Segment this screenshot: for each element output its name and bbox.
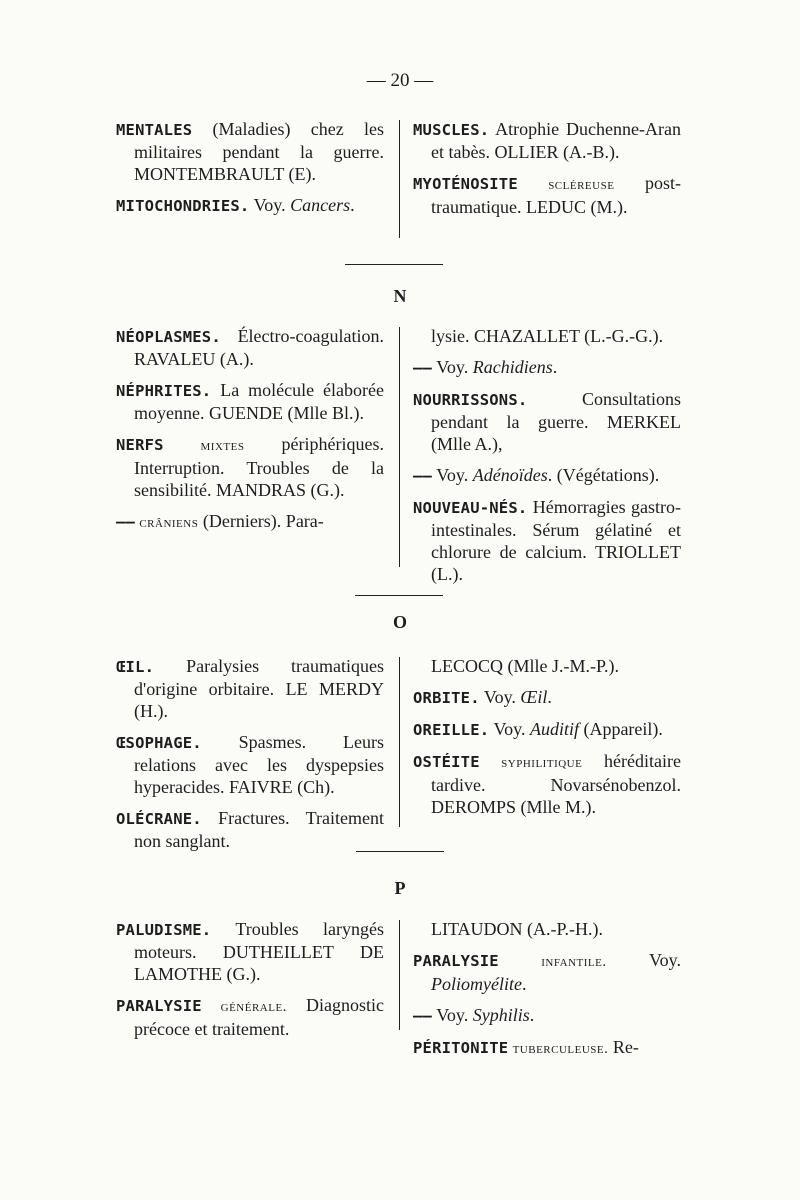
entry-text: périphériques. Interruption. Troubles de la sensibilité. MANDRAS (G.). [134,434,384,500]
entry-heading: OLÉCRANE. [116,810,202,828]
index-entry [116,731,384,798]
entry-heading: NOUVEAU-NÉS. [413,499,528,517]
entry-heading: NOURRISSONS. [413,391,528,409]
entry-text: Atrophie Duchenne-Aran et tabès. OLLIER (A.-B.). [431,119,681,162]
entry-heading: PARALYSIE [413,952,499,970]
entry-text: (Derniers). Para- [198,511,324,531]
column-divider [399,327,400,567]
column-right [401,118,681,227]
entry-text: Paralysies traumatiques d'origine orbitaire. LE MERDY (H.). [134,656,384,721]
entry-text: Fractures. Traitement non sanglant. [134,808,384,851]
entry-qualifier: mixtes [163,438,245,454]
entry-heading: NÉPHRITES. [116,382,212,400]
entry-heading: OREILLE. [413,721,490,739]
index-entry [413,118,681,163]
entry-heading: —— [413,1007,433,1025]
column-left [116,118,396,227]
entry-text: Électro-coagulation. RAVALEU (A.). [134,326,384,369]
entry-heading: —— [413,359,433,377]
entry-heading: MUSCLES. [413,121,490,139]
entry-text: Voy. [489,719,530,739]
section-letter-p: P [394,878,406,898]
column-divider [399,920,400,1030]
index-entry [413,172,681,218]
entry-tail: . [521,974,527,994]
entry-text: post-traumatique. LEDUC (M.). [431,173,681,217]
index-entry [116,510,384,534]
entry-heading: ORBITE. [413,689,480,707]
entry-heading: ŒIL. [116,658,155,676]
section-rule [356,851,444,852]
entry-text: héréditaire tardive. Novarsénobenzol. DEROMPS (Mlle M.). [431,751,681,817]
entry-heading: NÉOPLASMES. [116,328,221,346]
entry-cross-reference: Œil [520,687,548,707]
entry-text: Voy. [479,687,521,707]
entry-cross-reference: Cancers [290,195,351,215]
entry-text: Diagnostic précoce et traitement. [134,995,384,1039]
index-entry [413,918,681,940]
entry-text: Re- [608,1037,639,1057]
entry-qualifier: tuberculeuse. [508,1041,609,1057]
index-entry [116,994,384,1040]
index-entry [116,379,384,424]
entry-heading: ŒSOPHAGE. [116,734,202,752]
entry-cross-reference: Poliomyélite [431,974,522,994]
entry-text: Voy. [432,1005,473,1025]
entry-text: Troubles laryngés moteurs. DUTHEILLET DE LAMOTHE (G.). [134,919,384,984]
entry-text: La molécule élaborée moyenne. GUENDE (Mlle Bl.). [134,380,384,423]
index-entry [413,356,681,379]
entry-heading: MITOCHONDRIES. [116,197,250,215]
entry-qualifier: syphilitique [479,755,583,771]
entry-tail: . [350,195,355,215]
index-entry [413,496,681,585]
entry-heading: —— [413,467,433,485]
entry-tail: . [552,357,558,377]
entry-text: Spasmes. Leurs relations avec les dyspepsies hyperacides. FAIVRE (Ch). [134,732,384,797]
column-left [116,655,396,861]
entry-heading: PARALYSIE [116,997,202,1015]
index-entry [116,118,384,185]
entry-cross-reference: Auditif [529,719,579,739]
entry-heading: MYOTÉNOSITE [413,175,518,193]
entry-cross-reference: Rachidiens [472,357,553,377]
index-entry [116,918,384,985]
index-entry [116,433,384,501]
entry-tail: (Appareil). [578,719,663,739]
entry-qualifier: infantile. [498,954,607,970]
index-entry [413,1036,681,1060]
entry-tail: . (Végétations). [547,465,660,485]
index-entry [413,388,681,455]
entry-text: Voy. [432,465,473,485]
entry-qualifier: crâniens [135,515,199,531]
entry-heading: OSTÉITE [413,753,480,771]
section-rule [345,264,443,265]
column-right [401,918,681,1069]
entry-text: Voy. [249,195,291,215]
entry-heading: —— [116,513,136,531]
index-entry [413,325,681,347]
entry-text: (Maladies) chez les militaires pendant la guerre. MONTEMBRAULT (E). [134,119,384,184]
section-rule [355,595,443,596]
entry-text: Voy. [432,357,473,377]
index-entry [116,325,384,370]
column-left [116,325,396,594]
entry-text: Voy. [606,950,681,970]
index-entry [413,718,681,741]
entry-tail: . [529,1005,535,1025]
entry-cross-reference: Adénoïdes [472,465,548,485]
index-entry [413,949,681,995]
entry-text: Consultations pendant la guerre. MERKEL (Mlle A.), [431,389,681,454]
entry-tail: . [547,687,552,707]
column-divider [399,120,400,238]
section-letter-o: O [392,612,407,632]
index-entry [116,655,384,722]
entry-text: LITAUDON (A.-P.-H.). [431,919,604,939]
index-entry [116,807,384,852]
index-entry [413,1004,681,1027]
column-left [116,918,396,1069]
index-entry [413,655,681,677]
entry-text: LECOCQ (Mlle J.-M.-P.). [431,656,619,676]
entry-heading: MENTALES [116,121,193,139]
entry-text: Hémorragies gastro-intestinales. Sérum gélatiné et chlorure de calcium. TRIOLLET (L.). [431,497,681,584]
index-entry [413,464,681,487]
entry-heading: PÉRITONITE [413,1039,509,1057]
entry-cross-reference: Syphilis [472,1005,530,1025]
column-right [401,655,681,861]
index-entry [413,686,681,709]
column-right [401,325,681,594]
index-entry [413,750,681,818]
section-letter-n: N [393,286,407,306]
column-divider [399,657,400,827]
index-entry [116,194,384,217]
entry-qualifier: générale. [201,999,287,1015]
entry-heading: NERFS [116,436,164,454]
entry-qualifier: scléreuse [517,177,615,193]
entry-heading: PALUDISME. [116,921,212,939]
entry-text: lysie. CHAZALLET (L.-G.-G.). [431,326,664,346]
page-number: — 20 — [366,70,434,91]
